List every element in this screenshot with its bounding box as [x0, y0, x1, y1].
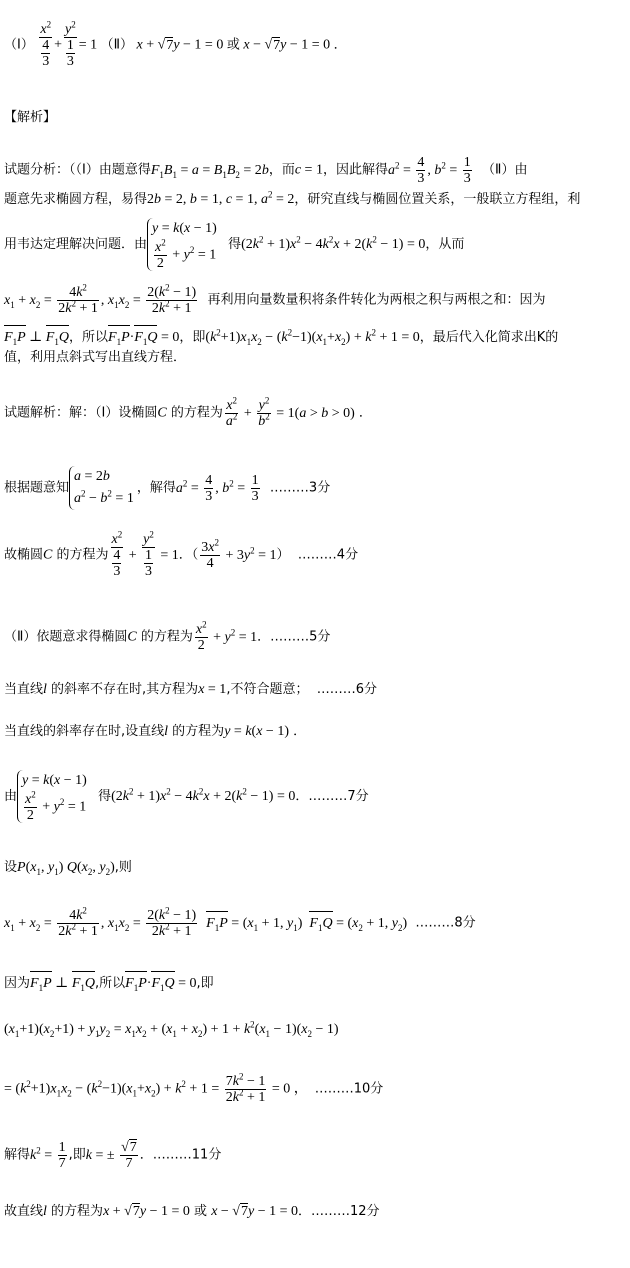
solution-line-12: = $(k^2+1)x_1x_2 - (k^2-1)(x_1+x_2) + k^2 + 1$ = $\frac{7k^2 - 1}{2k^2 + 1}$ = 0 ， ………10分	[4, 1071, 384, 1105]
solution-line-4: （Ⅱ）依题意求得椭圆C 的方程为 $\frac{x^2}{2}$ + $y^2 = 1$．………5分	[4, 619, 331, 653]
analysis-line-3: 用韦达定理解决问题．由 y = k(x − 1) $\frac{x^2}{2}$ + $y^2 = 1$ 得$(2k^2 + 1)x^2 - 4k^2x + 2(k^2 - 1) = 0$，从而	[4, 218, 464, 271]
analysis-line-2: 题意先求椭圆方程，易得2b = 2, b = 1, c = 1, $a^2 = 2$，研究直线与椭圆位置关系，一般联立方程组，利	[4, 189, 581, 207]
answer-line: （Ⅰ） $\frac{x^2}{\frac{4}{3}}$ + $\frac{y^2}{\frac{1}{3}}$ = 1 （Ⅱ） x + √7y − 1 = 0 或 x − √7y − 1 = 0 ．	[4, 19, 347, 69]
solution-line-7: 由 y = k(x − 1) $\frac{x^2}{2}$ + $y^2 = 1$ 得$(2k^2 + 1)x^2 - 4k^2x + 2(k^2 - 1) = 0$．………7分	[4, 770, 369, 823]
part2-label: （Ⅱ）	[100, 37, 133, 53]
analysis-line-1: 试题分析：（（Ⅰ）由题意得$F_1B_1 = a = B_1B_2 = 2b$，而c = 1，因此解得$a^2$ = $\frac{4}{3}$ , $b^2$ = $\frac{1}{3}$ （Ⅱ）由	[4, 155, 528, 186]
solution-line-13: 解得$k^2$ = $\frac{1}{7}$ ,即k = ± $\frac{√7}{7}$ ．………11分	[4, 1140, 222, 1171]
part1-label: （Ⅰ）	[4, 37, 34, 53]
solution-line-6: 当直线的斜率存在时,设直线l 的方程为y = k(x − 1) ．	[4, 724, 307, 739]
section-heading: 【解析】	[4, 110, 57, 125]
solution-line-9: $x_1 + x_2$ = $\frac{4k^2}{2k^2 + 1}$ , $x_1x_2$ = $\frac{2(k^2 - 1)}{2k^2 + 1}$ $F_1P = (x_1 + 1$, $y_1$) $F_1Q = (x_2 + 1$, $y_2$) ………8分	[4, 905, 476, 939]
solution-line-11: $(x_1+1)(x_2+1) + y_1y_2 = x_1x_2 + (x_1 + x_2) + 1 + k^2(x_1 - 1)(x_2 - 1)$	[4, 1019, 339, 1039]
analysis-line-4: $x_1 + x_2$ = $\frac{4k^2}{2k^2 + 1}$ , $x_1x_2$ = $\frac{2(k^2 - 1)}{2k^2 + 1}$ 再利用向量数量积将条件转化为两根之积与两根之和：因为	[4, 282, 546, 316]
analysis-line-5: $F_1P$ ⊥ $F_1Q$，所以$F_1P\cdot F_1Q = 0$，即$(k^2+1)x_1x_2 - (k^2-1)(x_1+x_2) + k^2 + 1 = 0$，最后代入化简求出K的	[4, 327, 559, 347]
analysis-line-6: 值，利用点斜式写出直线方程．	[4, 350, 187, 365]
solution-line-5: 当直线l 的斜率不存在时,其方程为x = 1,不符合题意； ………6分	[4, 682, 377, 697]
solution-line-1: 试题解析：解：（Ⅰ）设椭圆C 的方程为 $\frac{x^2}{a^2}$ + $\frac{y^2}{b^2}$ = 1(a > b > 0) ．	[4, 395, 372, 429]
solution-line-14: 故直线l 的方程为x + √7y − 1 = 0 或 x − √7y − 1 = 0．………12分	[4, 1204, 380, 1219]
solution-line-3: 故椭圆C 的方程为 $\frac{x^2}{\frac{4}{3}}$ + $\frac{y^2}{\frac{1}{3}}$ = 1．（ $\frac{3x^2}{4}$ + $3y^2 = 1$） ………4分	[4, 529, 359, 579]
solution-line-10: 因为$F_1P$ ⊥ $F_1Q$,所以$F_1P\cdot F_1Q = 0$,即	[4, 976, 214, 993]
solution-line-2: 根据题意知 a = 2b $a^2 - b^2 = 1$ ，解得$a^2$ = $\frac{4}{3}$ , $b^2$ = $\frac{1}{3}$ ………3分	[4, 466, 330, 510]
solution-line-8: 设$P(x_1$, $y_1$) $Q(x_2$, $y_2$),则	[4, 860, 132, 877]
